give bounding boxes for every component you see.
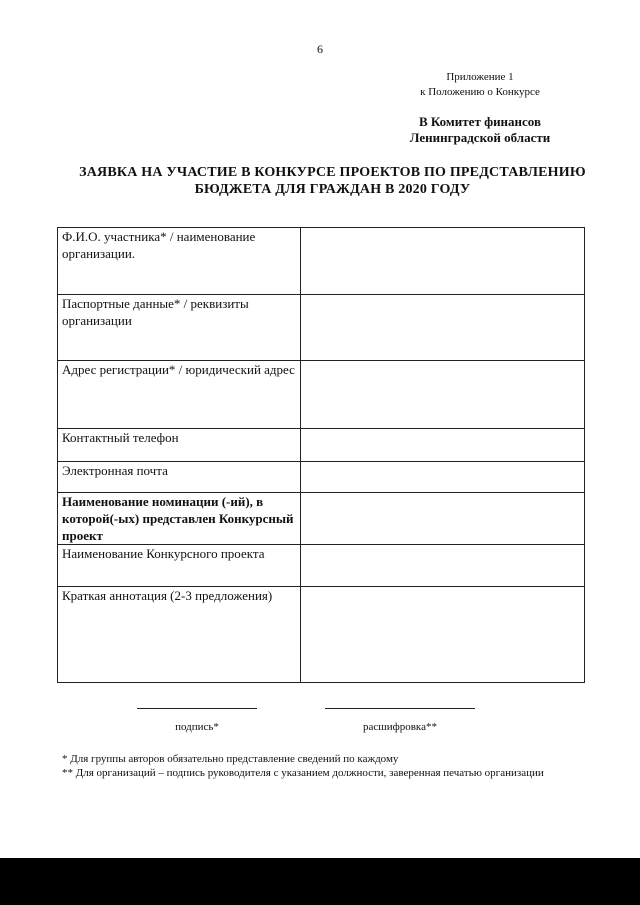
form-value-cell[interactable] xyxy=(301,587,585,683)
form-row-phone xyxy=(58,429,585,462)
form-label: Электронная почта xyxy=(58,462,301,493)
form-label: Адрес регистрации* / юридический адрес xyxy=(58,361,301,429)
signature-decode-label: расшифровка** xyxy=(362,721,437,733)
addressee-line-1: В Комитет финансов xyxy=(418,114,542,129)
form-value-cell[interactable] xyxy=(301,429,585,462)
appendix-reference xyxy=(380,70,580,100)
form-value-cell[interactable] xyxy=(301,361,585,429)
form-label: Паспортные данные* / реквизиты организации xyxy=(58,295,301,361)
page-number: 6 xyxy=(317,42,323,56)
footnote-2: ** Для организаций – подпись руководителя с указанием должности, заверенная печатью организации xyxy=(62,767,544,779)
addressee xyxy=(380,114,580,146)
form-label: Контактный телефон xyxy=(58,429,301,462)
form-row-passport-details xyxy=(58,295,585,361)
form-value-cell[interactable] xyxy=(301,545,585,587)
application-form-table xyxy=(57,227,585,683)
form-value-cell[interactable] xyxy=(301,493,585,545)
form-row-project-name xyxy=(58,545,585,587)
appendix-line-1: Приложение 1 xyxy=(446,71,514,83)
form-row-participant-name xyxy=(58,228,585,295)
form-value-cell[interactable] xyxy=(301,295,585,361)
appendix-line-2: к Положению о Конкурсе xyxy=(420,86,540,98)
signature-line[interactable] xyxy=(137,708,257,719)
signature-field xyxy=(137,708,257,738)
signature-label: подпись* xyxy=(175,721,219,733)
form-row-annotation xyxy=(58,587,585,683)
form-value-cell[interactable] xyxy=(301,462,585,493)
addressee-line-2: Ленинградской области xyxy=(409,130,551,145)
signature-decode-line[interactable] xyxy=(325,708,475,719)
form-row-nomination xyxy=(58,493,585,545)
scan-bottom-border xyxy=(0,858,640,905)
title-line-1: ЗАЯВКА НА УЧАСТИЕ В КОНКУРСЕ ПРОЕКТОВ ПО ПРЕДСТАВЛЕНИЮ xyxy=(79,165,586,180)
signature-decode-field xyxy=(325,708,475,738)
document-title xyxy=(60,164,605,198)
form-label: Краткая аннотация (2-3 предложения) xyxy=(58,587,301,683)
title-line-2: БЮДЖЕТА ДЛЯ ГРАЖДАН В 2020 ГОДУ xyxy=(194,182,471,197)
footnote-1: * Для группы авторов обязательно представление сведений по каждому xyxy=(62,753,399,765)
form-label: Наименование номинации (-ий), в которой(-ых) представлен Конкурсный проект xyxy=(58,493,301,545)
form-value-cell[interactable] xyxy=(301,228,585,295)
form-row-address xyxy=(58,361,585,429)
form-row-email xyxy=(58,462,585,493)
form-label: Ф.И.О. участника* / наименование организации. xyxy=(58,228,301,295)
form-label: Наименование Конкурсного проекта xyxy=(58,545,301,587)
footnotes xyxy=(62,752,602,780)
